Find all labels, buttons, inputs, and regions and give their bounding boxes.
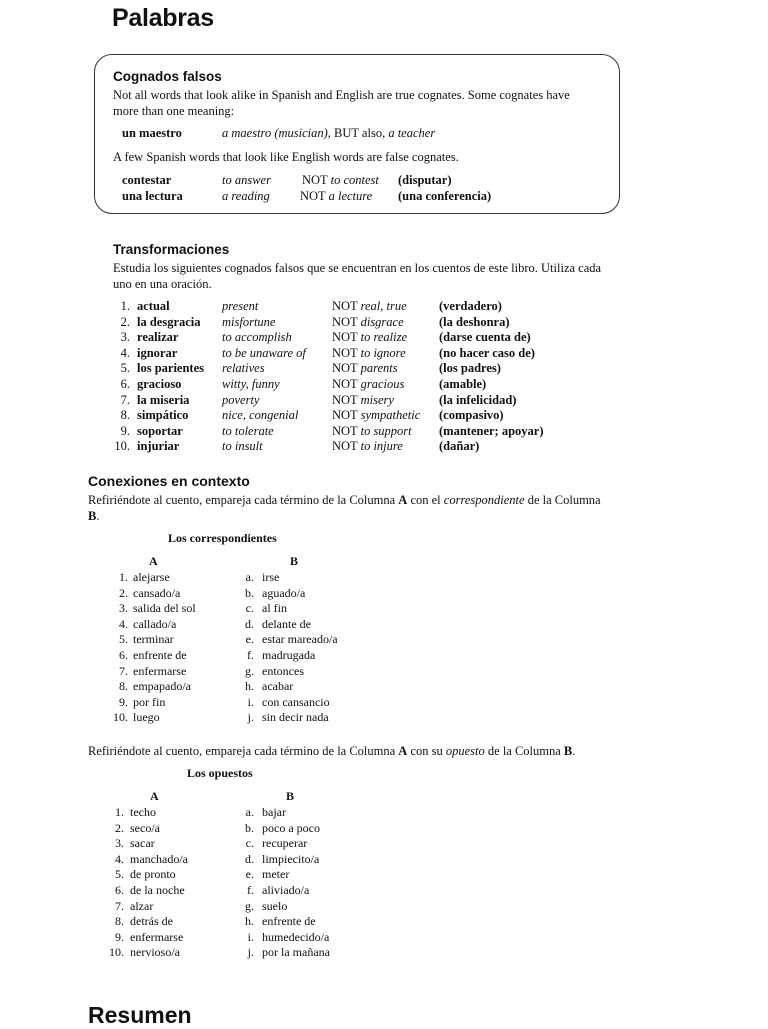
item-meaning: relatives — [222, 361, 265, 376]
item-not-word: to support — [360, 423, 412, 438]
not-prefix: NOT — [332, 361, 358, 376]
item-not-word: sympathetic — [360, 408, 421, 423]
example-meaning: a reading — [222, 189, 270, 203]
item-not-word: to realize — [360, 330, 407, 345]
cognados-heading: Cognados falsos — [113, 69, 222, 84]
instr-col-b: B — [563, 744, 573, 758]
item-correct: (compasivo) — [439, 408, 504, 423]
item-not — [332, 377, 404, 392]
list-item-text: madrugada — [262, 647, 316, 662]
list-item-marker: g. — [245, 898, 254, 913]
list-item-marker: e. — [245, 867, 254, 882]
conexiones-instructions-2 — [88, 743, 648, 759]
not-prefix: NOT — [332, 299, 358, 313]
not-prefix: NOT — [300, 189, 326, 203]
item-correct: (no hacer caso de) — [439, 345, 535, 360]
example-not — [302, 173, 379, 188]
example-correct: (disputar) — [398, 173, 452, 187]
list-item-text: luego — [133, 710, 160, 725]
list-item-text: alzar — [130, 898, 154, 913]
list-item-marker: i. — [247, 929, 254, 944]
item-word: actual — [137, 299, 170, 313]
maestro-meaning-italic: a maestro (musician) — [222, 126, 328, 140]
list-item-text: meter — [262, 867, 290, 882]
not-prefix: NOT — [332, 439, 358, 454]
list-item-text: empapado/a — [133, 679, 191, 694]
instr-opuesto: opuesto — [445, 744, 485, 758]
item-word: la desgracia — [137, 314, 201, 329]
item-meaning: nice, congenial — [222, 408, 299, 423]
item-correct: (la deshonra) — [439, 314, 510, 329]
list-item-text: seco/a — [130, 820, 160, 835]
item-meaning: misfortune — [222, 314, 276, 329]
list-item-text: al fin — [262, 601, 287, 616]
list-item-text: recuperar — [262, 836, 308, 851]
list-item-text: bajar — [262, 805, 286, 819]
list-item-text: aguado/a — [262, 585, 306, 600]
list-item-text: delante de — [262, 616, 311, 631]
item-number: 9. — [120, 423, 130, 438]
list-item-marker: h. — [245, 679, 254, 694]
example-not-word: a lecture — [328, 189, 373, 203]
item-not — [332, 315, 404, 330]
item-number: 7. — [120, 392, 130, 407]
list-item-marker: g. — [245, 663, 254, 678]
list-item-marker: d. — [245, 616, 254, 631]
item-not-word: to injure — [360, 439, 403, 454]
list-item-text: por fin — [133, 694, 166, 709]
instr-text: . — [96, 509, 100, 523]
item-correct: (mantener; apoyar) — [439, 423, 544, 438]
item-number: 2. — [120, 314, 130, 329]
list-item-text: humedecido/a — [262, 929, 330, 944]
list-item-text: alejarse — [133, 570, 170, 584]
list-item-marker: j. — [247, 945, 254, 960]
list-item-text: con cansancio — [262, 694, 330, 709]
not-prefix: NOT — [332, 314, 358, 329]
item-not — [332, 439, 403, 454]
item-not — [332, 299, 407, 314]
list-item-marker: c. — [245, 836, 254, 851]
list-item-text: estar mareado/a — [262, 632, 338, 647]
instr-text: Refiriéndote al cuento, empareja cada término de la Columna — [88, 744, 399, 758]
item-not-word: disgrace — [360, 314, 404, 329]
list-item-text: detrás de — [130, 914, 173, 929]
not-prefix: NOT — [332, 392, 358, 407]
list-item-text: poco a poco — [262, 820, 320, 835]
list-item-text: de la noche — [130, 882, 185, 897]
item-word: simpático — [137, 408, 189, 423]
item-correct: (amable) — [439, 377, 487, 391]
cognados-intro: Not all words that look alike in Spanish and English are true cognates. Some cognates have more than one meaning: — [113, 88, 570, 118]
maestro-word: un maestro — [122, 126, 182, 140]
item-number: 3. — [120, 330, 130, 345]
instr-text: con su — [407, 744, 446, 758]
item-number: 5. — [120, 361, 130, 376]
item-number: 4. — [120, 345, 130, 360]
list-item-marker: 6. — [119, 647, 128, 662]
not-prefix: NOT — [332, 330, 358, 345]
item-number: 1. — [120, 299, 130, 313]
list-item-text: manchado/a — [130, 851, 188, 866]
item-not-word: parents — [360, 361, 398, 376]
list-item-marker: a. — [245, 570, 254, 584]
instr-col-a: A — [398, 744, 408, 758]
item-correct: (darse cuenta de) — [439, 330, 531, 345]
item-not — [332, 424, 412, 439]
list-item-marker: 7. — [119, 663, 128, 678]
list-item-text: cansado/a — [133, 585, 181, 600]
column-b-header: B — [290, 554, 299, 568]
list-item-marker: i. — [247, 694, 254, 709]
item-word: injuriar — [137, 439, 180, 454]
list-item-marker: 9. — [119, 694, 128, 709]
conexiones-instructions-1 — [88, 492, 608, 524]
column-a-header: A — [150, 789, 159, 803]
maestro-but: , BUT also, — [327, 126, 389, 140]
list-item-marker: 10. — [109, 945, 124, 960]
list-item-marker: a. — [245, 805, 254, 819]
instr-text: de la Columna — [484, 744, 564, 758]
not-prefix: NOT — [332, 408, 358, 423]
instr-col-a: A — [398, 493, 408, 507]
list-item-marker: 9. — [115, 929, 124, 944]
item-not-word: real, true — [360, 299, 407, 313]
list-item-text: por la mañana — [262, 945, 330, 960]
not-prefix: NOT — [302, 173, 328, 187]
item-word: ignorar — [137, 345, 178, 360]
list-item-marker: 2. — [119, 585, 128, 600]
example-word: contestar — [122, 173, 172, 187]
item-word: la miseria — [137, 392, 190, 407]
list-item-text: aliviado/a — [262, 882, 310, 897]
item-meaning: to be unaware of — [222, 345, 306, 360]
instr-correspondiente: correspondiente — [443, 493, 525, 507]
instr-text: Refiriéndote al cuento, empareja cada término de la Columna — [88, 493, 399, 507]
item-correct: (verdadero) — [439, 299, 502, 313]
item-correct: (dañar) — [439, 439, 480, 454]
item-meaning: present — [222, 299, 259, 313]
list-item-text: techo — [130, 805, 156, 819]
item-not-word: gracious — [360, 377, 405, 391]
not-prefix: NOT — [332, 423, 358, 438]
list-item-marker: 4. — [115, 851, 124, 866]
list-item-marker: 5. — [119, 632, 128, 647]
list-item-text: enfrente de — [133, 647, 187, 662]
item-not-word: to ignore — [360, 345, 406, 360]
item-word: realizar — [137, 330, 179, 345]
list-item-marker: 3. — [115, 836, 124, 851]
list-item-marker: 2. — [115, 820, 124, 835]
list-item-marker: f. — [247, 647, 254, 662]
item-correct: (la infelicidad) — [439, 392, 517, 407]
page-title: Palabras — [112, 4, 214, 32]
list-item-marker: j. — [247, 710, 254, 725]
item-correct: (los padres) — [439, 361, 501, 376]
list-item-marker: d. — [245, 851, 254, 866]
item-meaning: witty, funny — [222, 377, 280, 391]
item-word: soportar — [137, 423, 183, 438]
subtitle-opuestos: Los opuestos — [187, 766, 253, 780]
item-number: 8. — [120, 408, 130, 423]
list-item-marker: 8. — [115, 914, 124, 929]
list-item-text: sacar — [130, 836, 155, 851]
list-item-text: nervioso/a — [130, 945, 180, 960]
list-item-text: salida del sol — [133, 601, 196, 616]
example-not — [300, 189, 372, 204]
list-item-text: suelo — [262, 898, 288, 913]
transformaciones-instructions: Estudia los siguientes cognados falsos que se encuentran en los cuentos de este libro. Utiliza cada uno en una oración. — [113, 261, 602, 291]
instr-col-b: B — [88, 509, 97, 523]
item-not-word: misery — [360, 392, 394, 407]
list-item-marker: 5. — [115, 867, 124, 882]
list-item-marker: c. — [245, 601, 254, 616]
list-item-text: enfermarse — [133, 663, 187, 678]
item-number: 6. — [120, 377, 130, 391]
column-b-header: B — [286, 789, 295, 803]
list-item-text: de pronto — [130, 867, 176, 882]
list-item-text: limpiecito/a — [262, 851, 320, 866]
false-cognates-note: A few Spanish words that look like English words are false cognates. — [113, 150, 459, 164]
conexiones-heading: Conexiones en contexto — [88, 473, 250, 489]
instr-text: . — [572, 744, 576, 758]
example-correct: (una conferencia) — [398, 189, 492, 203]
list-item-marker: f. — [247, 882, 254, 897]
list-item-marker: 6. — [115, 882, 124, 897]
item-meaning: to accomplish — [222, 330, 292, 345]
list-item-marker: 4. — [119, 616, 128, 631]
instr-text: de la Columna — [524, 493, 601, 507]
resumen-heading: Resumen — [88, 1002, 192, 1028]
item-not — [332, 408, 420, 423]
item-word: los parientes — [137, 361, 205, 376]
list-item-text: irse — [262, 570, 280, 584]
item-number: 10. — [114, 439, 130, 454]
column-a-header: A — [149, 554, 158, 568]
list-item-marker: b. — [245, 585, 254, 600]
example-meaning: to answer — [222, 173, 271, 187]
list-item-text: entonces — [262, 663, 304, 678]
list-item-marker: e. — [245, 632, 254, 647]
list-item-marker: h. — [245, 914, 254, 929]
list-item-marker: 7. — [115, 898, 124, 913]
item-not — [332, 346, 406, 361]
list-item-marker: 8. — [119, 679, 128, 694]
list-item-text: callado/a — [133, 616, 177, 631]
list-item-text: acabar — [262, 679, 294, 694]
list-item-marker: 3. — [119, 601, 128, 616]
item-not — [332, 393, 394, 408]
maestro-also: a teacher — [388, 126, 436, 140]
maestro-meaning — [222, 126, 435, 141]
example-word: una lectura — [122, 189, 183, 203]
example-not-word: to contest — [330, 173, 379, 187]
list-item-text: enfrente de — [262, 914, 316, 929]
list-item-marker: b. — [245, 820, 254, 835]
list-item-text: sin decir nada — [262, 710, 329, 725]
list-item-marker: 10. — [113, 710, 128, 725]
item-meaning: to tolerate — [222, 423, 274, 438]
list-item-text: terminar — [133, 632, 174, 647]
instr-text: con el — [407, 493, 444, 507]
not-prefix: NOT — [332, 377, 358, 391]
item-not — [332, 361, 398, 376]
not-prefix: NOT — [332, 345, 358, 360]
transformaciones-heading: Transformaciones — [113, 242, 230, 257]
list-item-text: enfermarse — [130, 929, 184, 944]
item-not — [332, 330, 407, 345]
list-item-marker: 1. — [115, 805, 124, 819]
item-word: gracioso — [137, 377, 182, 391]
subtitle-correspondientes: Los correspondientes — [168, 531, 277, 545]
item-meaning: to insult — [222, 439, 263, 454]
item-meaning: poverty — [222, 392, 260, 407]
list-item-marker: 1. — [119, 570, 128, 584]
